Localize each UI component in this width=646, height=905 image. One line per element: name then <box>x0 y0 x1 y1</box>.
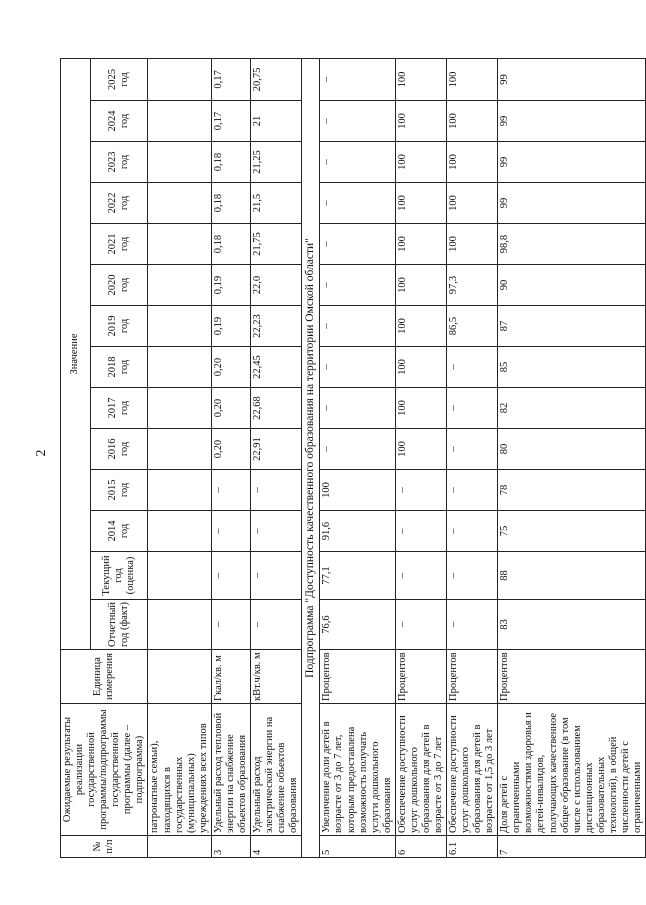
row-value: 22,91 <box>250 429 301 470</box>
row-value: – <box>395 600 446 650</box>
row-description: Удельный расход тепловой энергии на снабжение объектов образования <box>211 704 250 836</box>
row-value <box>148 429 211 470</box>
row-number: 6.1 <box>447 836 498 858</box>
header-value-group: Значение <box>61 58 91 649</box>
row-value: – <box>395 511 446 552</box>
row-unit: Процентов <box>447 650 498 704</box>
row-value: 100 <box>395 183 446 224</box>
row-value: – <box>320 58 395 100</box>
row-unit: Процентов <box>498 650 646 704</box>
row-value: – <box>211 470 250 511</box>
row-unit <box>148 650 211 704</box>
header-current-year: Текущий год (оценка) <box>90 552 148 600</box>
header-year: 2019 год <box>90 306 148 347</box>
row-value: 100 <box>447 224 498 265</box>
row-value: – <box>211 600 250 650</box>
row-value: – <box>250 511 301 552</box>
row-value: 88 <box>498 552 646 600</box>
row-number: 6 <box>395 836 446 858</box>
row-value: – <box>447 347 498 388</box>
row-value: 82 <box>498 388 646 429</box>
table-row <box>447 58 498 857</box>
row-description: Увеличение доли детей в возрасте от 3 до 7 лет, которым предоставлена возможность получать услуги дошкольного образования <box>320 704 395 836</box>
row-description: Обеспечение доступности услуг дошкольного образования для детей в возрасте от 1,5 до 3 лет <box>447 704 498 836</box>
row-value: 0,18 <box>211 224 250 265</box>
header-results: Ожидаемые результаты реализации государственной программы/подпрограммы государственной программы (далее – подпрограмма) <box>61 704 148 836</box>
row-value: 0,20 <box>211 429 250 470</box>
row-value <box>148 58 211 100</box>
row-value: 99 <box>498 58 646 100</box>
header-unit: Единица измерения <box>61 650 148 704</box>
row-value: – <box>447 470 498 511</box>
row-value <box>148 224 211 265</box>
row-value: – <box>250 470 301 511</box>
header-year: 2021 год <box>90 224 148 265</box>
row-value <box>148 511 211 552</box>
row-value: – <box>250 600 301 650</box>
row-value: 99 <box>498 101 646 142</box>
row-value: 21 <box>250 101 301 142</box>
row-value: 21,75 <box>250 224 301 265</box>
row-value: 87 <box>498 306 646 347</box>
row-description: Обеспечение доступности услуг дошкольного образования для детей в возрасте от 3 до 7 лет <box>395 704 446 836</box>
row-value: 100 <box>395 58 446 100</box>
row-value: 0,17 <box>211 58 250 100</box>
header-year: 2025 год <box>90 58 148 100</box>
row-value: – <box>447 600 498 650</box>
row-number: 4 <box>250 836 301 858</box>
row-unit: кВт.ч/кв. м <box>250 650 301 704</box>
row-number: 3 <box>211 836 250 858</box>
row-value: 20,75 <box>250 58 301 100</box>
header-year: 2022 год <box>90 183 148 224</box>
row-value: 78 <box>498 470 646 511</box>
row-value: 86,5 <box>447 306 498 347</box>
row-value: – <box>395 552 446 600</box>
row-value: 21,25 <box>250 142 301 183</box>
row-value: 76,6 <box>320 600 395 650</box>
row-value: – <box>320 224 395 265</box>
row-value: 98,8 <box>498 224 646 265</box>
header-num: № п/п <box>61 836 148 858</box>
row-value: – <box>320 429 395 470</box>
row-value: 0,18 <box>211 142 250 183</box>
row-value: 77,1 <box>320 552 395 600</box>
header-year: 2020 год <box>90 265 148 306</box>
table-row <box>395 58 446 857</box>
row-value: 22,23 <box>250 306 301 347</box>
header-year: 2014 год <box>90 511 148 552</box>
table-row <box>211 58 250 857</box>
row-value <box>148 347 211 388</box>
row-value: 100 <box>320 470 395 511</box>
row-number: 7 <box>498 836 646 858</box>
header-reporting-year: Отчетный год (факт) <box>90 600 148 650</box>
header-year: 2023 год <box>90 142 148 183</box>
table-row <box>250 58 301 857</box>
row-value: 100 <box>395 429 446 470</box>
row-value: 0,19 <box>211 265 250 306</box>
row-value: – <box>320 183 395 224</box>
row-value: – <box>447 552 498 600</box>
row-value: 85 <box>498 347 646 388</box>
row-value: 0,20 <box>211 388 250 429</box>
header-year: 2017 год <box>90 388 148 429</box>
row-value: – <box>447 429 498 470</box>
row-value: 80 <box>498 429 646 470</box>
row-value: 0,17 <box>211 101 250 142</box>
row-value: 22,45 <box>250 347 301 388</box>
row-description: Доля детей с ограниченными возможностями здоровья и детей-инвалидов, получающих качественное общее образование (в том числе с использованием дистанционных образовательных технологий), в общей численности детей с ограниченными <box>498 704 646 836</box>
row-value <box>148 265 211 306</box>
row-value: – <box>447 388 498 429</box>
row-value: – <box>211 511 250 552</box>
results-table <box>60 58 646 858</box>
header-year: 2015 год <box>90 470 148 511</box>
row-value: 100 <box>395 142 446 183</box>
row-value: 22,68 <box>250 388 301 429</box>
row-value <box>148 101 211 142</box>
row-value: 100 <box>395 101 446 142</box>
header-year: 2018 год <box>90 347 148 388</box>
row-value: – <box>395 470 446 511</box>
row-value: – <box>320 265 395 306</box>
table-row <box>320 58 395 857</box>
row-value <box>148 183 211 224</box>
row-value: 83 <box>498 600 646 650</box>
table-row <box>498 58 646 857</box>
row-value: 21,5 <box>250 183 301 224</box>
row-value: – <box>211 552 250 600</box>
row-value: 0,20 <box>211 347 250 388</box>
row-value: 100 <box>395 224 446 265</box>
row-value <box>148 600 211 650</box>
row-value <box>148 552 211 600</box>
row-number: 5 <box>320 836 395 858</box>
row-value: 100 <box>395 265 446 306</box>
row-description: патронатные семьи), находящихся в государственных (муниципальных) учреждениях всех типов <box>148 704 211 836</box>
row-value: 99 <box>498 183 646 224</box>
subprogram-row <box>302 58 320 857</box>
row-value: 0,19 <box>211 306 250 347</box>
row-value: – <box>320 101 395 142</box>
row-value: – <box>320 388 395 429</box>
row-value: 75 <box>498 511 646 552</box>
row-value: 97,3 <box>447 265 498 306</box>
row-value: 100 <box>447 58 498 100</box>
row-value: 100 <box>395 388 446 429</box>
row-value: – <box>320 347 395 388</box>
header-year: 2024 год <box>90 101 148 142</box>
row-value: 100 <box>447 142 498 183</box>
row-value: 100 <box>395 306 446 347</box>
row-value <box>148 142 211 183</box>
row-unit: Процентов <box>395 650 446 704</box>
row-value: 100 <box>447 101 498 142</box>
row-value: – <box>320 306 395 347</box>
row-value: 90 <box>498 265 646 306</box>
row-unit: Гкал/кв. м <box>211 650 250 704</box>
row-unit: Процентов <box>320 650 395 704</box>
row-value <box>148 306 211 347</box>
row-value: – <box>250 552 301 600</box>
row-value <box>148 388 211 429</box>
row-value: 99 <box>498 142 646 183</box>
header-year: 2016 год <box>90 429 148 470</box>
row-value: 22,0 <box>250 265 301 306</box>
row-value: 100 <box>447 183 498 224</box>
table-row <box>148 58 211 857</box>
row-value: – <box>320 142 395 183</box>
subprogram-title: Подпрограмма "Доступность качественного образования на территории Омской области" <box>302 58 320 857</box>
row-value <box>148 470 211 511</box>
page-number: 2 <box>34 449 49 457</box>
rotated-table-container <box>60 58 643 858</box>
row-number <box>148 836 211 858</box>
row-description: Удельный расход электрической энергии на снабжение объектов образования <box>250 704 301 836</box>
row-value: 100 <box>395 347 446 388</box>
row-value: – <box>447 511 498 552</box>
row-value: 0,18 <box>211 183 250 224</box>
row-value: 91,6 <box>320 511 395 552</box>
